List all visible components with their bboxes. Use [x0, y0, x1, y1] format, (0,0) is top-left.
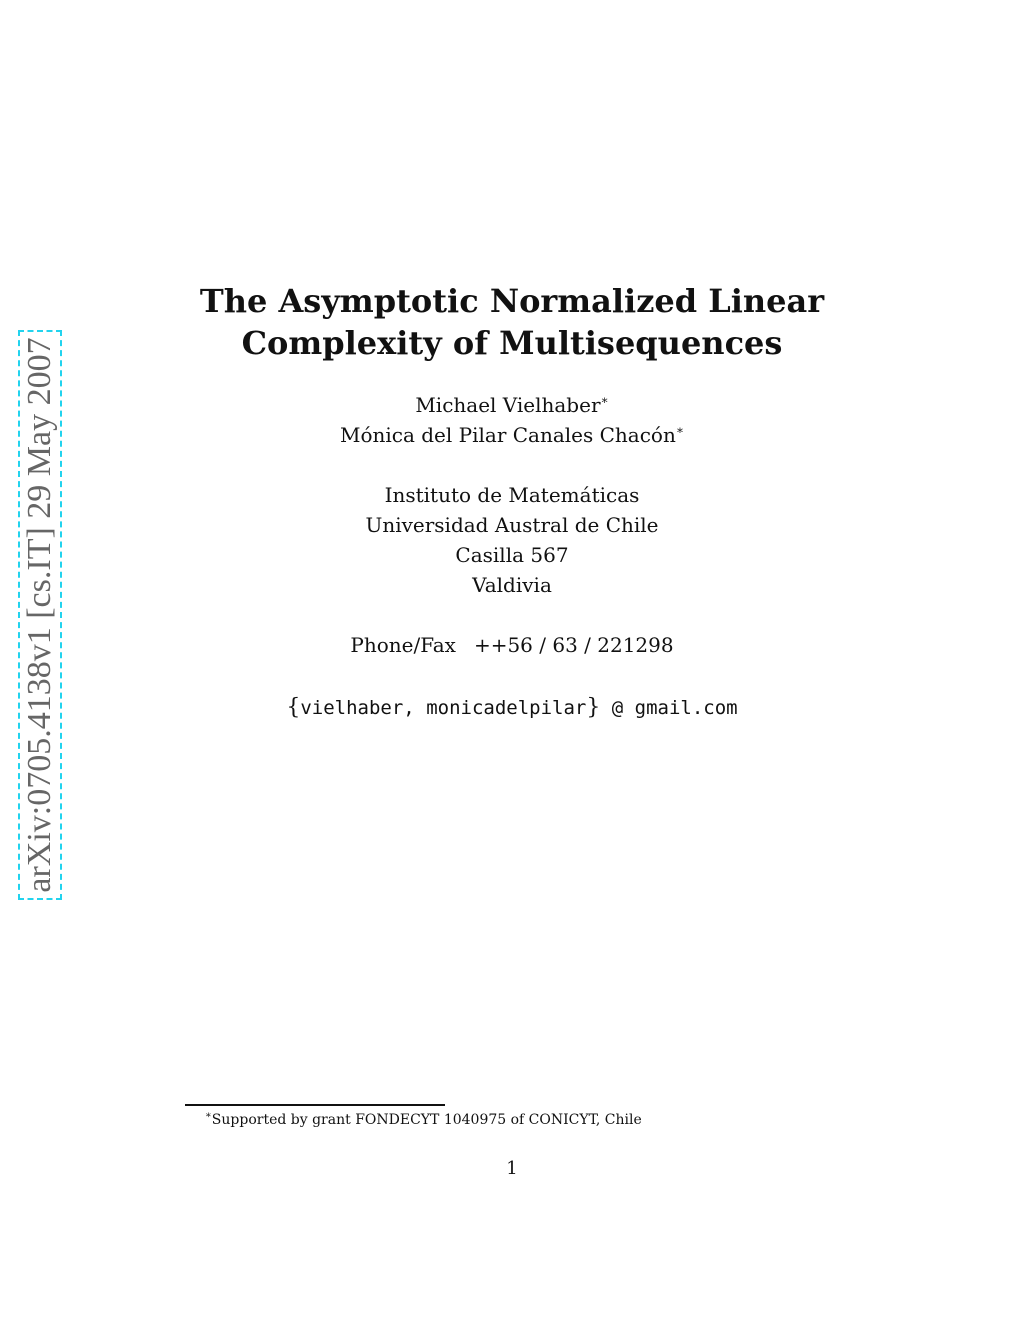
- affiliation-line: Instituto de Matemáticas: [384, 483, 640, 507]
- arxiv-identifier: arXiv:0705.4138v1 [cs.IT] 29 May 2007: [21, 337, 58, 893]
- paper-title: [160, 280, 864, 364]
- phone-label: Phone/Fax: [350, 633, 456, 657]
- affiliation-line: Universidad Austral de Chile: [365, 513, 659, 537]
- footnote-rule: [185, 1104, 445, 1106]
- author-name: Michael Vielhaber: [415, 393, 601, 417]
- email-domain: @ gmail.com: [600, 697, 738, 719]
- author-2: [160, 420, 864, 450]
- footnote-text: Supported by grant FONDECYT 1040975 of CONICYT, Chile: [211, 1112, 642, 1128]
- author-name: Mónica del Pilar Canales Chacón: [339, 423, 676, 447]
- affiliation-line: Casilla 567: [455, 543, 569, 567]
- title-line-1: The Asymptotic Normalized Linear: [199, 282, 825, 320]
- footnote: [205, 1110, 642, 1130]
- affiliation-line: Valdivia: [472, 573, 552, 597]
- brace-close: }: [586, 695, 601, 720]
- author-list: [160, 390, 864, 450]
- phone-fax: [160, 630, 864, 660]
- arxiv-stamp: [18, 330, 62, 900]
- phone-number: ++56 / 63 / 221298: [473, 633, 674, 657]
- email-address: [160, 692, 864, 723]
- brace-open: {: [286, 695, 301, 720]
- footnote-mark: ∗: [675, 423, 685, 437]
- author-1: [160, 390, 864, 420]
- email-users: vielhaber, monicadelpilar: [300, 697, 587, 719]
- title-line-2: Complexity of Multisequences: [241, 324, 783, 362]
- footnote-mark: ∗: [600, 393, 609, 407]
- footnote-mark: ∗: [205, 1110, 212, 1121]
- page-number: 1: [506, 1158, 518, 1179]
- affiliation: [160, 480, 864, 600]
